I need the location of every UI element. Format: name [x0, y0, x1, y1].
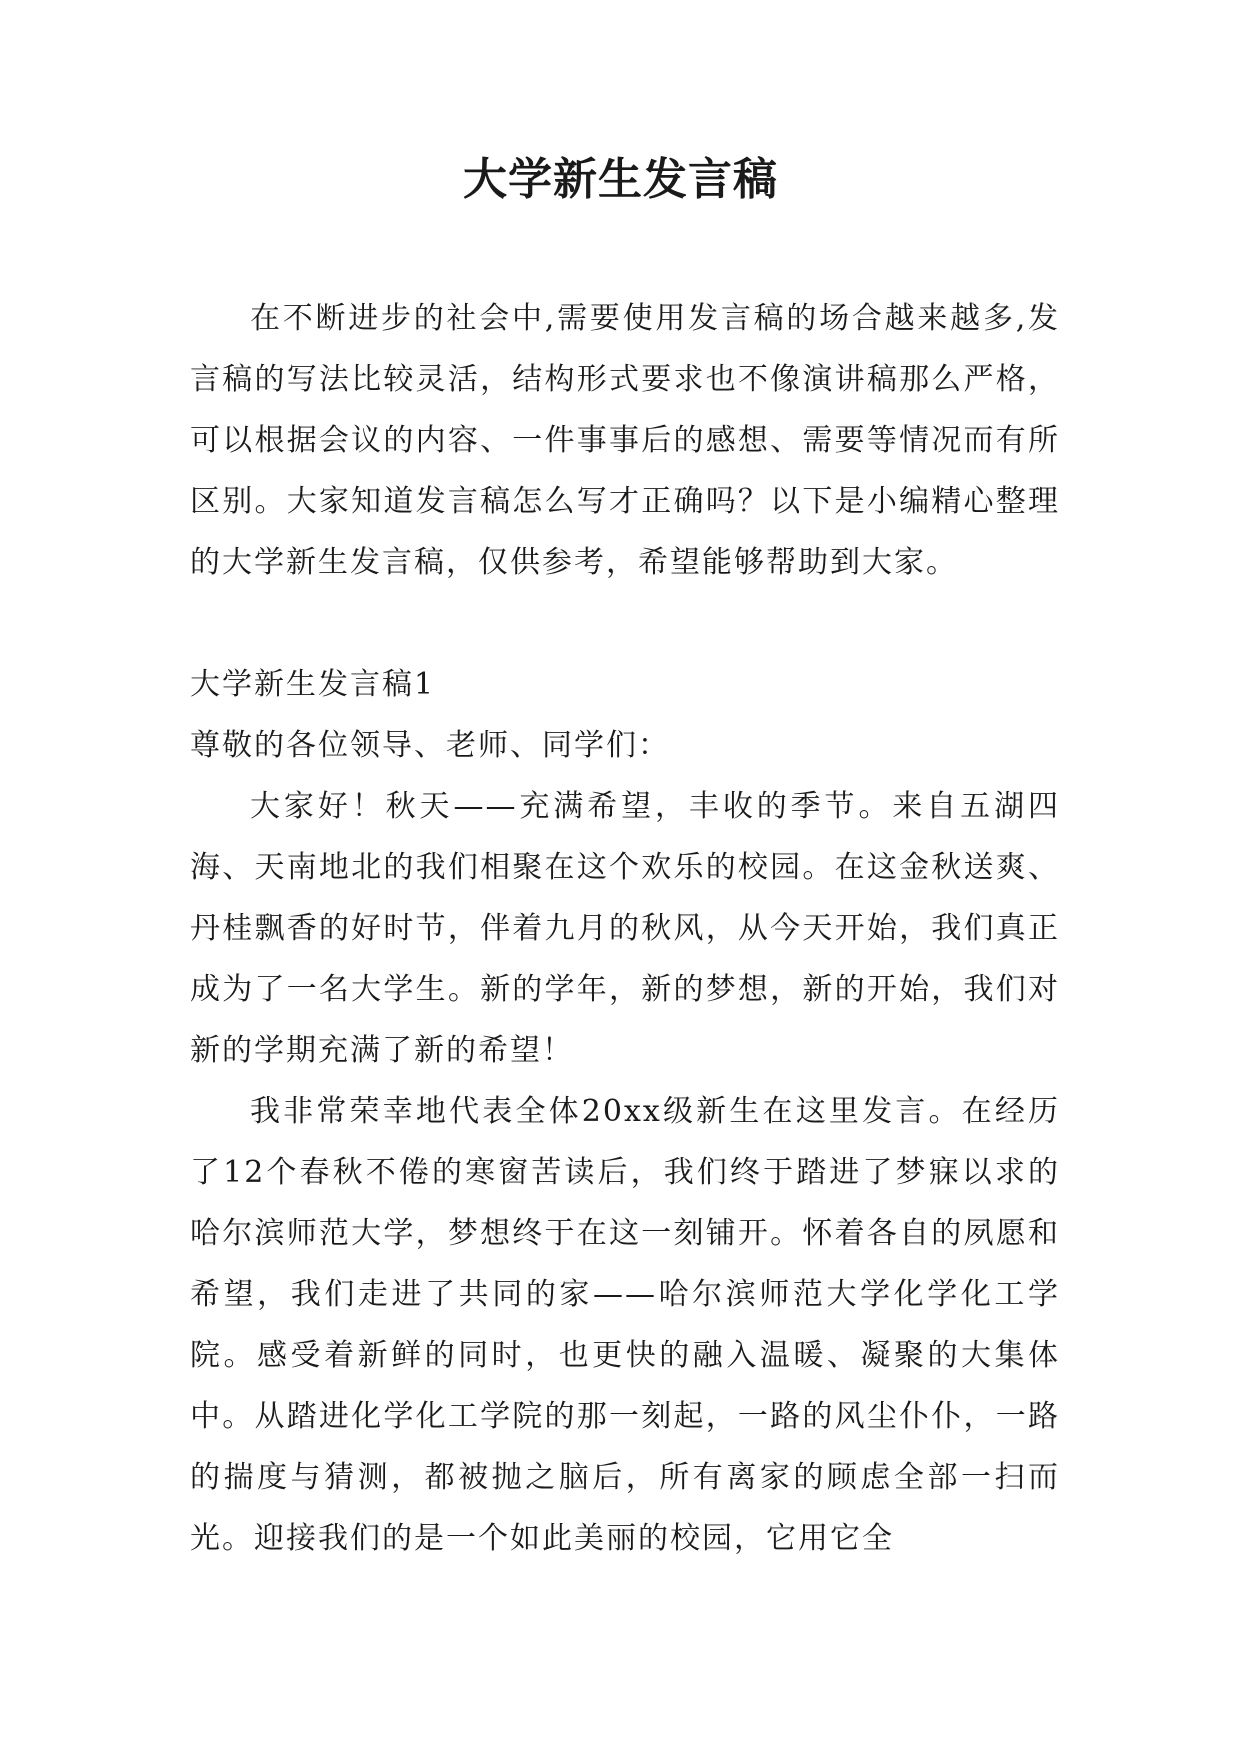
body-paragraph-2: 我非常荣幸地代表全体20xx级新生在这里发言。在经历了12个春秋不倦的寒窗苦读后，我们终于踏进了梦寐以求的哈尔滨师范大学，梦想终于在这一刻铺开。怀着各自的夙愿和希望，我们走进了共同的家——哈尔滨师范大学化学化工学院。感受着新鲜的同时，也更快的融入温暖、凝聚的大集体中。从踏进化学化工学院的那一刻起，一路的风尘仆仆，一路的揣度与猜测，都被抛之脑后，所有离家的顾虑全部一扫而光。迎接我们的是一个如此美丽的校园，它用它全	[190, 1094, 1060, 1556]
section-heading: 大学新生发言稿1	[190, 667, 436, 702]
intro-paragraph: 在不断进步的社会中,需要使用发言稿的场合越来越多,发言稿的写法比较灵活，结构形式要求也不像演讲稿那么严格，可以根据会议的内容、一件事事后的感想、需要等情况而有所区别。大家知道发言稿怎么写才正确吗？以下是小编精心整理的大学新生发言稿，仅供参考，希望能够帮助到大家。	[190, 301, 1060, 580]
body-paragraph-1: 大家好！秋天——充满希望，丰收的季节。来自五湖四海、天南地北的我们相聚在这个欢乐的校园。在这金秋送爽、丹桂飘香的好时节，伴着九月的秋风，从今天开始，我们真正成为了一名大学生。新的学年，新的梦想，新的开始，我们对新的学期充满了新的希望！	[190, 789, 1060, 1068]
page-title: 大学新生发言稿	[463, 154, 778, 205]
salutation: 尊敬的各位领导、老师、同学们：	[190, 728, 670, 763]
document-body	[190, 288, 1060, 1569]
